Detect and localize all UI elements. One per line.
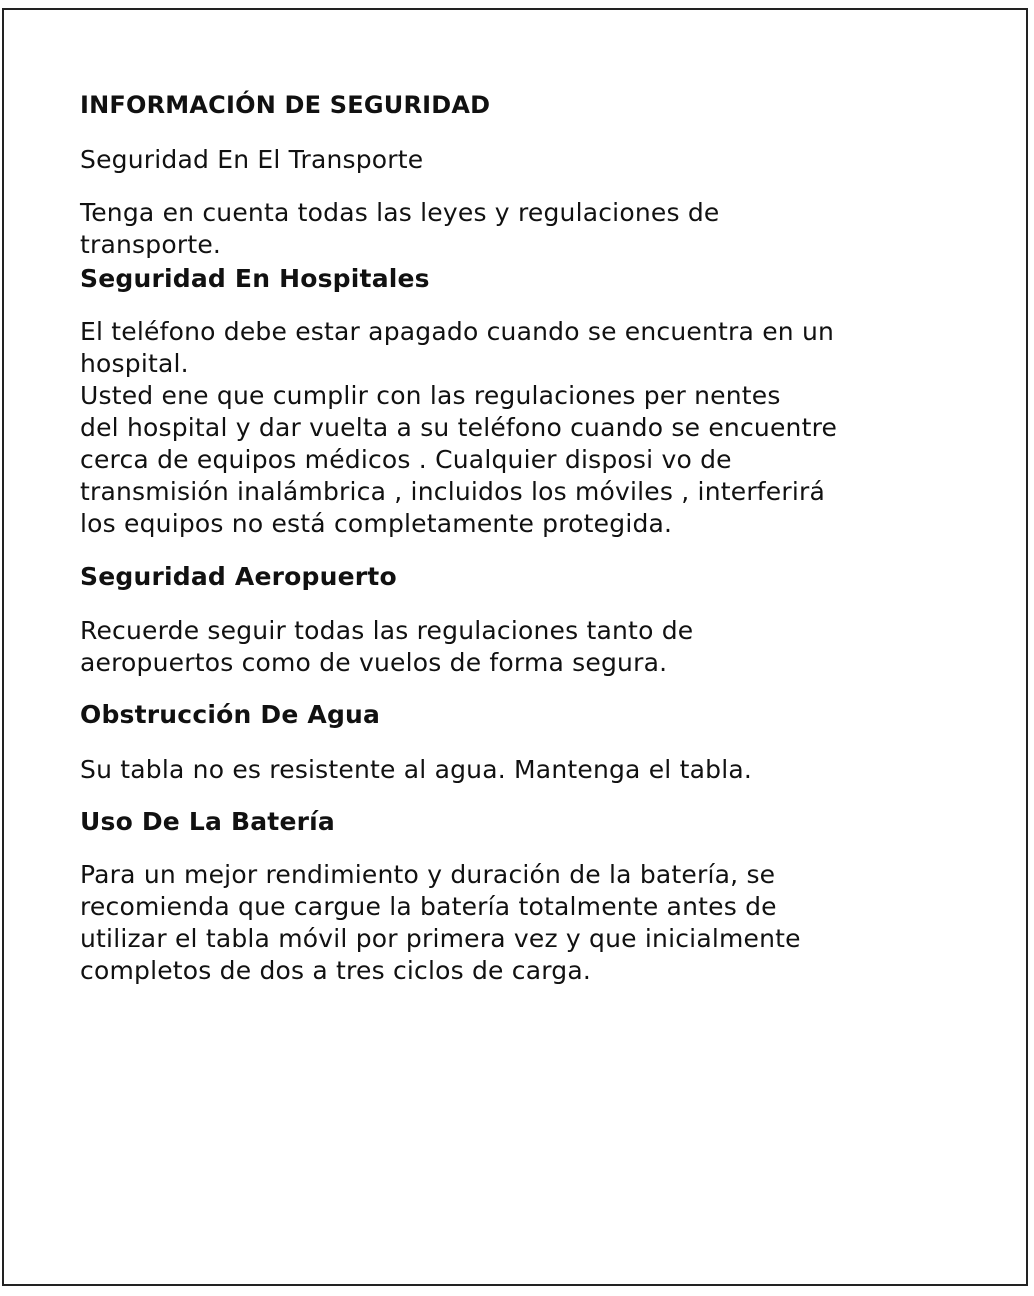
section-heading-hospitals: Seguridad En Hospitales <box>80 264 430 293</box>
text-line: recomienda que cargue la batería totalmente antes de <box>80 892 777 921</box>
text-line: completos de dos a tres ciclos de carga. <box>80 956 592 985</box>
text-line: transmisión inalámbrica , incluidos los móviles , interferirá <box>80 477 826 506</box>
section-body-battery <box>80 859 801 987</box>
text-line: Recuerde seguir todas las regulaciones tanto de <box>80 616 694 645</box>
section-body-airport <box>80 615 693 679</box>
text-line: hospital. <box>80 349 189 378</box>
section-heading-transport: Seguridad En El Transporte <box>80 145 424 174</box>
section-heading-water: Obstrucción De Agua <box>80 700 381 729</box>
text-line: utilizar el tabla móvil por primera vez y que inicialmente <box>80 924 801 953</box>
text-line: del hospital y dar vuelta a su teléfono cuando se encuentre <box>80 413 838 442</box>
text-line: Usted ene que cumplir con las regulaciones per nentes <box>80 381 781 410</box>
text-line: El teléfono debe estar apagado cuando se encuentra en un <box>80 317 835 346</box>
section-body-transport <box>80 197 719 261</box>
text-line: los equipos no está completamente protegida. <box>80 509 673 538</box>
section-body-water <box>80 754 752 786</box>
section-heading-airport: Seguridad Aeropuerto <box>80 562 397 591</box>
section-body-hospitals <box>80 316 837 540</box>
text-line: Su tabla no es resistente al agua. Mantenga el tabla. <box>80 755 753 784</box>
text-line: aeropuertos como de vuelos de forma segura. <box>80 648 668 677</box>
text-line: transporte. <box>80 230 222 259</box>
section-heading-battery: Uso De La Batería <box>80 807 335 836</box>
document-title: INFORMACIÓN DE SEGURIDAD <box>80 91 491 119</box>
text-line: cerca de equipos médicos . Cualquier disposi vo de <box>80 445 732 474</box>
text-line: Tenga en cuenta todas las leyes y regulaciones de <box>80 198 720 227</box>
text-line: Para un mejor rendimiento y duración de la batería, se <box>80 860 776 889</box>
